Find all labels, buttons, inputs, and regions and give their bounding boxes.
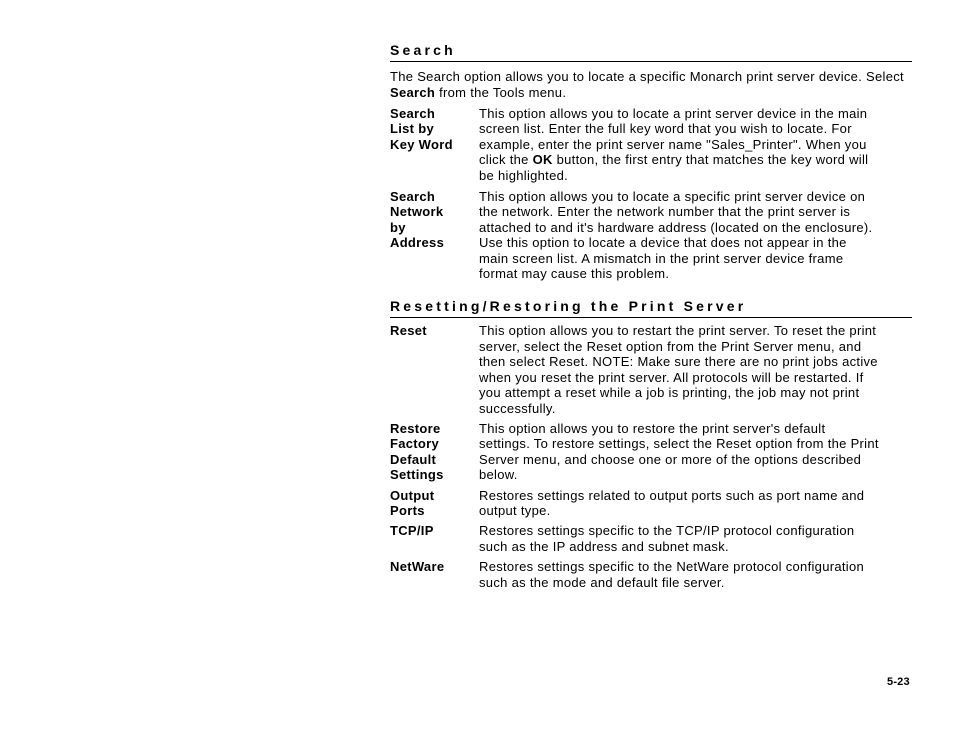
definition-item-reset [390,323,912,415]
term-line: Address [390,235,445,251]
search-definition-list [390,106,912,281]
definition-term [390,488,479,519]
definition-description: This option allows you to restart the print server. To reset the print server, select the Reset option from the Print Server menu, and then select Reset. NOTE: Make sure there are no print jobs active when you reset the print server. All protocols will be restarted. If you attempt a reset while a job is printing, the job may not print successfully. [479,323,878,416]
term-line: Reset [390,323,427,339]
definition-item-netware [390,559,912,590]
description-bold: OK [532,152,553,168]
term-line: TCP/IP [390,523,434,539]
term-line: NetWare [390,559,445,575]
term-line: Search [390,189,436,205]
definition-term [390,421,479,483]
definition-term [390,523,479,554]
term-line: by [390,219,406,235]
reset-definition-list [390,323,912,590]
definition-item-search-list-by-key-word [390,106,912,183]
description-text-2: button, the first entry that matches the key word will be highlighted. [479,152,869,183]
term-line: Restore [390,420,441,436]
definition-item-search-network-by-address [390,189,912,281]
search-intro-bold: Search [390,84,436,100]
page-content [390,41,912,590]
definition-term [390,559,479,590]
term-line: Network [390,204,444,220]
description-text-1: This option allows you to locate a print server device in the main screen list. Enter the full key word that you wish to locate. For example, enter the print server name "Sales_Printer". When you click the [479,106,868,168]
term-line: Output [390,487,435,503]
definition-item-output-ports [390,488,912,519]
definition-description: Restores settings related to output ports such as port name and output type. [479,487,865,518]
definition-term [390,189,479,281]
search-intro-text-1: The Search option allows you to locate a specific Monarch print server device. Select [390,69,904,84]
definition-item-restore-factory-default-settings [390,421,912,483]
term-line: Ports [390,502,425,518]
definition-description: Restores settings specific to the NetWare protocol configuration such as the mode and default file server. [479,559,865,590]
definition-description: This option allows you to restore the print server's default settings. To restore settings, select the Reset option from the Print Server menu, and choose one or more of the options described below. [479,420,879,483]
term-line: Key Word [390,136,453,152]
definition-term [390,106,479,183]
term-line: Search [390,106,436,121]
search-intro-text-2: from the Tools menu. [435,84,567,100]
definition-description: Restores settings specific to the TCP/IP protocol configuration such as the IP address and subnet mask. [479,523,855,554]
definition-item-tcp-ip [390,523,912,554]
term-line: Settings [390,467,444,483]
definition-description: This option allows you to locate a specific print server device on the network. Enter the network number that the print server is attached to and it's hardware address (located on the enclosure). Use this option to locate a device that does not appear in the main screen list. A mismatch in the print server device frame format may cause this problem. [479,189,873,282]
search-heading: Search [390,41,912,62]
term-line: List by [390,121,434,137]
reset-heading: Resetting/Restoring the Print Server [390,297,912,318]
term-line: Factory [390,436,440,452]
page-number: 5-23 [887,676,910,688]
term-line: Default [390,451,437,467]
definition-term [390,323,479,415]
definition-description [479,106,879,183]
search-intro [390,69,912,100]
